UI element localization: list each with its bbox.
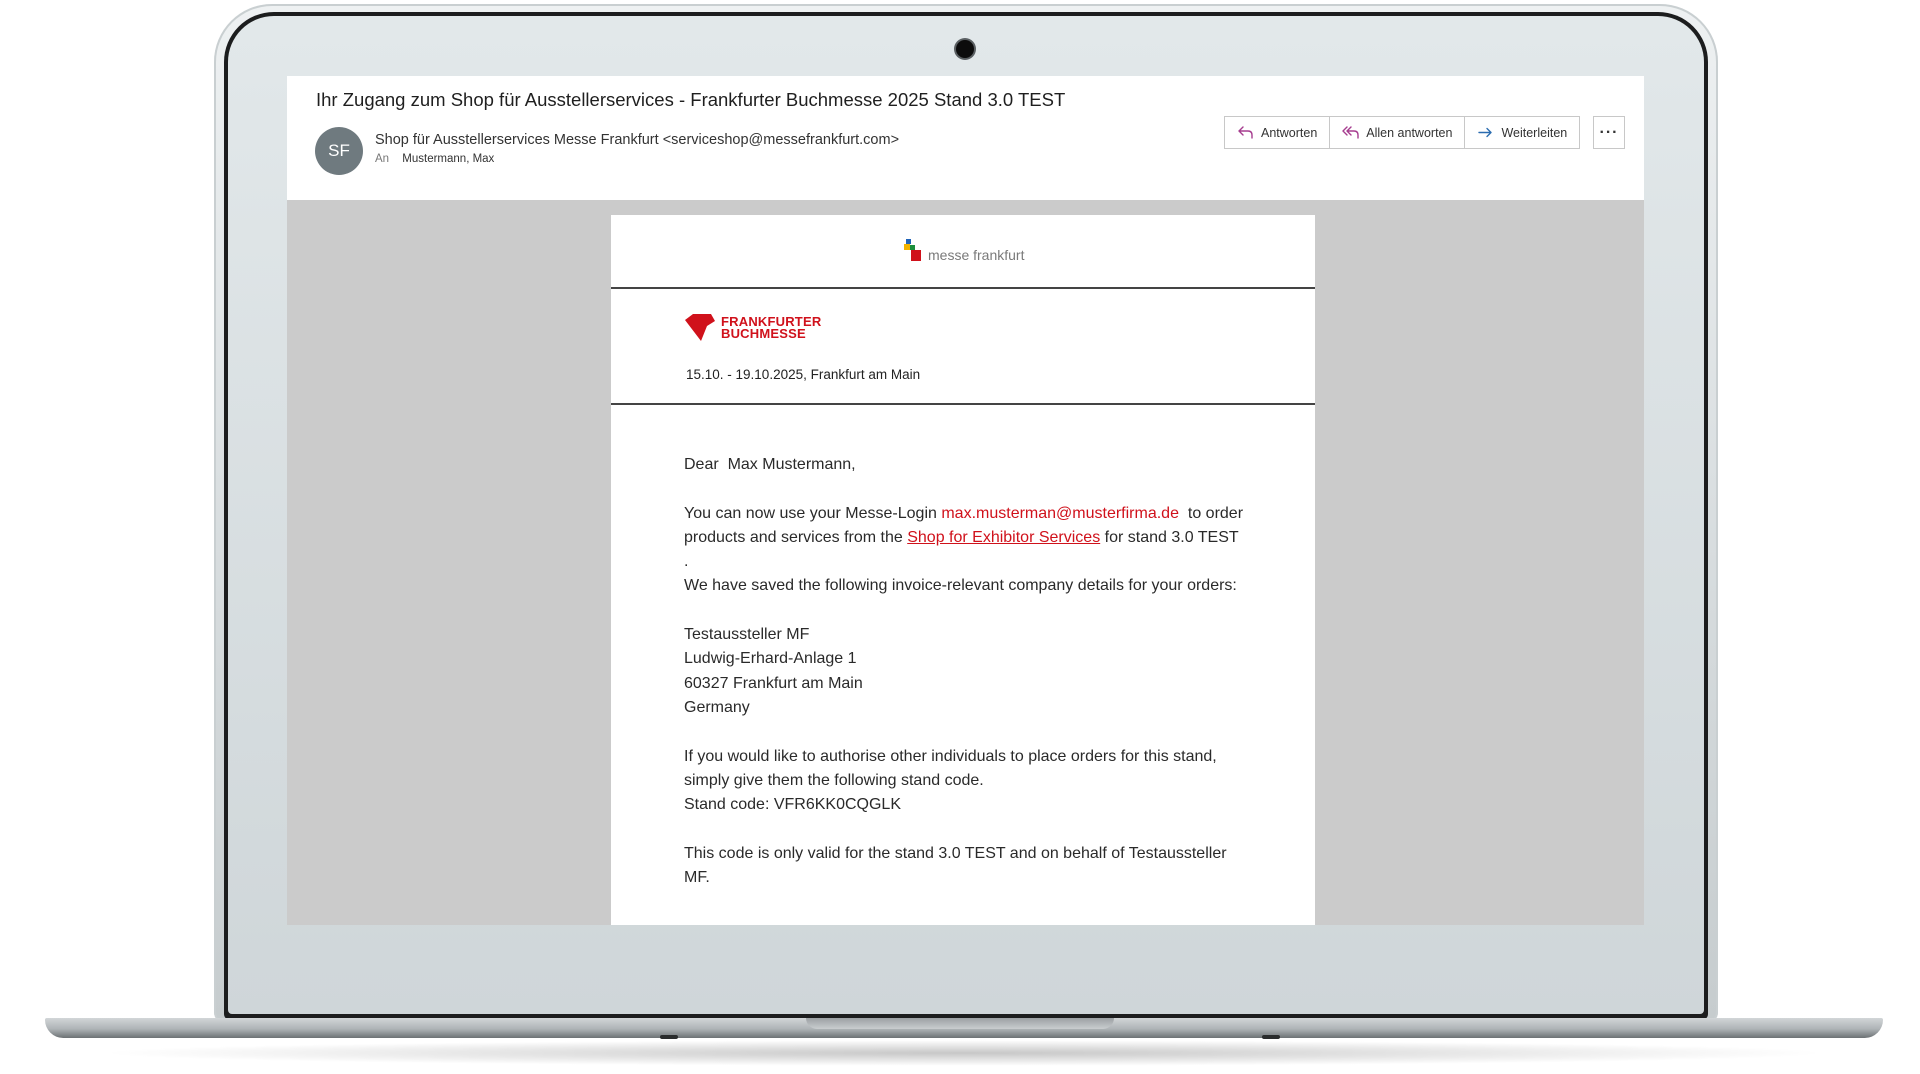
buchmesse-wordmark xyxy=(721,316,821,340)
recipient-label: An xyxy=(375,153,390,165)
forward-button[interactable] xyxy=(1465,117,1579,148)
address-company: Testaussteller MF xyxy=(684,626,810,644)
webcam-icon xyxy=(956,40,974,58)
divider xyxy=(611,287,1315,289)
shop-link[interactable]: Shop for Exhibitor Services xyxy=(907,528,1101,546)
login-end: for stand 3.0 TEST . xyxy=(684,528,1239,571)
reply-button[interactable] xyxy=(1225,117,1330,148)
validity-text: This code is only valid for the stand 3.0 TEST and on behalf of Testaussteller MF. xyxy=(684,844,1227,887)
authorise-text: If you would like to authorise other individuals to place orders for this stand, simply give them the following stand code. xyxy=(684,747,1217,789)
forward-icon xyxy=(1477,125,1494,140)
more-actions-button[interactable]: ··· xyxy=(1593,116,1625,149)
reply-icon xyxy=(1237,125,1254,140)
laptop-shadow xyxy=(95,1040,1833,1066)
address-country: Germany xyxy=(684,698,750,716)
messe-frankfurt-logo-icon xyxy=(904,239,922,263)
sender-avatar[interactable]: SF xyxy=(315,127,363,175)
sender-address[interactable]: Shop für Ausstellerservices Messe Frankfurt <serviceshop@messefrankfurt.com> xyxy=(375,132,900,148)
fair-date-location: 15.10. - 19.10.2025, Frankfurt am Main xyxy=(686,367,921,382)
address-street: Ludwig-Erhard-Anlage 1 xyxy=(684,650,857,668)
frankfurter-buchmesse-logo xyxy=(685,314,821,342)
message-content xyxy=(684,453,1248,890)
laptop-foot xyxy=(660,1035,678,1039)
laptop-hinge-notch xyxy=(806,1018,1114,1029)
reply-all-button[interactable] xyxy=(1330,117,1465,148)
divider xyxy=(611,403,1315,405)
login-intro: You can now use your Messe-Login xyxy=(684,504,942,522)
messe-frankfurt-logo xyxy=(904,239,1024,263)
message-actions xyxy=(1224,116,1580,149)
recipient-row xyxy=(375,153,494,165)
address-city: 60327 Frankfurt am Main xyxy=(684,674,863,692)
message-header xyxy=(287,76,1644,200)
recipient-name[interactable]: Mustermann, Max xyxy=(402,153,495,165)
reply-all-label: Allen antworten xyxy=(1366,125,1453,140)
login-paragraph xyxy=(684,502,1248,575)
reply-all-icon xyxy=(1342,125,1359,140)
login-mid: to order products and services from the xyxy=(684,504,1248,546)
stand-code: Stand code: VFR6KK0CQGLK xyxy=(684,796,901,814)
greeting: Dear Max Mustermann, xyxy=(684,456,856,473)
reply-label: Antworten xyxy=(1261,125,1318,140)
login-email-link[interactable]: max.musterman@musterfirma.de xyxy=(941,504,1179,522)
email-viewer xyxy=(287,76,1644,925)
laptop-foot xyxy=(1262,1035,1280,1039)
messe-frankfurt-wordmark: messe frankfurt xyxy=(928,247,1025,263)
email-subject: Ihr Zugang zum Shop für Ausstellerservices - Frankfurter Buchmesse 2025 Stand 3.0 TEST xyxy=(316,89,1066,110)
buchmesse-wordmark-line2: BUCHMESSE xyxy=(721,326,806,341)
buchmesse-wordmark-line1: FRANKFURTER xyxy=(721,314,822,329)
email-body xyxy=(611,215,1315,925)
buchmesse-logo-icon xyxy=(685,314,715,342)
saved-details-text: We have saved the following invoice-relevant company details for your orders: xyxy=(684,577,1237,595)
forward-label: Weiterleiten xyxy=(1501,125,1568,140)
